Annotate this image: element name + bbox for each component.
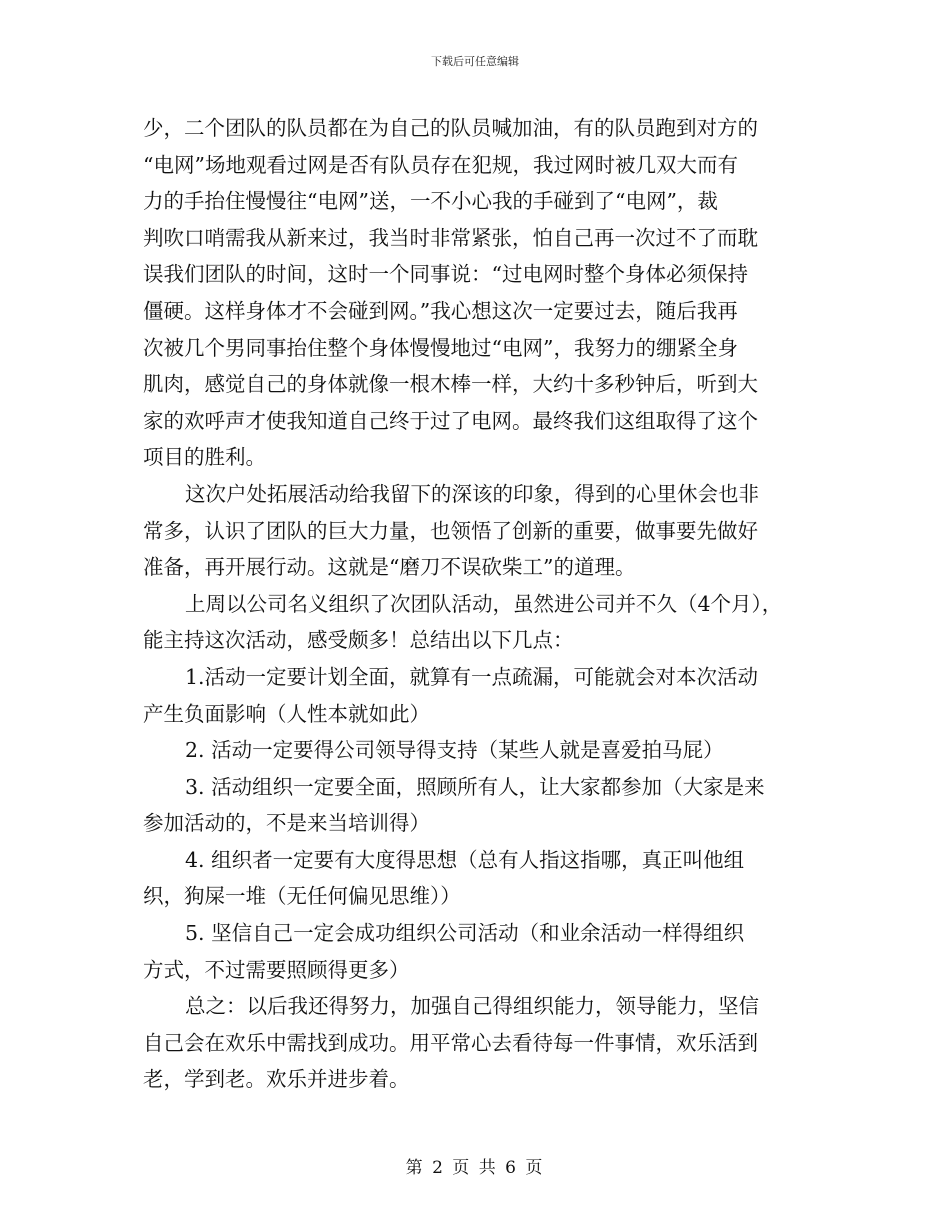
text-line: 参加活动的，不是来当培训得） bbox=[143, 811, 430, 836]
text-line: 准备，再开展行动。这就是“磨刀不误砍柴工”的道理。 bbox=[143, 555, 636, 580]
text-line: 1.活动一定要计划全面，就算有一点疏漏，可能就会对本次活动 bbox=[185, 664, 759, 689]
text-line: 能主持这次活动，感受颇多！总结出以下几点： bbox=[143, 628, 574, 653]
text-line: 上周以公司名义组织了次团队活动，虽然进公司并不久（4个月）， bbox=[185, 591, 783, 616]
text-line: 总之：以后我还得努力，加强自己得组织能力，领导能力，坚信 bbox=[185, 994, 759, 1019]
text-line: 自己会在欢乐中需找到成功。用平常心去看待每一件事情，欢乐活到 bbox=[143, 1030, 758, 1055]
text-line: 常多，认识了团队的巨大力量，也领悟了创新的重要，做事要先做好 bbox=[143, 518, 758, 543]
text-line: 判吹口哨需我从新来过，我当时非常紧张，怕自己再一次过不了而耽 bbox=[143, 225, 758, 250]
page-header: 下载后可任意编辑 bbox=[431, 55, 519, 68]
text-line: 次被几个男同事抬住整个身体慢慢地过“电网”，我努力的绷紧全身 bbox=[143, 335, 738, 360]
text-line: 产生负面影响（人性本就如此） bbox=[143, 701, 430, 726]
text-line: “电网”场地观看过网是否有队员存在犯规，我过网时被几双大而有 bbox=[143, 152, 738, 177]
text-line: 项目的胜利。 bbox=[143, 445, 266, 470]
text-line: 误我们团队的时间，这时一个同事说：“过电网时整个身体必须保持 bbox=[143, 262, 748, 287]
document-body bbox=[143, 110, 813, 1098]
text-line: 方式，不过需要照顾得更多） bbox=[143, 957, 410, 982]
text-line: 肌肉，感觉自己的身体就像一根木棒一样，大约十多秒钟后，听到大 bbox=[143, 372, 758, 397]
text-line: 这次户处拓展活动给我留下的深该的印象，得到的心里休会也非 bbox=[185, 481, 759, 506]
text-line: 僵硬。这样身体才不会碰到网。”我心想这次一定要过去，随后我再 bbox=[143, 298, 738, 323]
text-line: 力的手抬住慢慢往“电网”送，一不小心我的手碰到了“电网”，裁 bbox=[143, 189, 718, 214]
text-line: 4. 组织者一定要有大度得思想（总有人指这指哪，真正叫他组 bbox=[185, 847, 745, 872]
text-line: 3. 活动组织一定要全面，照顾所有人，让大家都参加（大家是来 bbox=[185, 774, 765, 799]
text-line: 织，狗屎一堆（无任何偏见思维）） bbox=[143, 884, 461, 909]
text-line: 2. 活动一定要得公司领导得支持（某些人就是喜爱拍马屁） bbox=[185, 738, 724, 763]
text-line: 老，学到老。欢乐并进步着。 bbox=[143, 1067, 410, 1092]
text-line: 家的欢呼声才使我知道自己终于过了电网。最终我们这组取得了这个 bbox=[143, 408, 758, 433]
page-number: 第 2 页 共 6 页 bbox=[405, 1158, 545, 1178]
text-line: 5. 坚信自己一定会成功组织公司活动（和业余活动一样得组织 bbox=[185, 921, 745, 946]
text-line: 少，二个团队的队员都在为自己的队员喊加油，有的队员跑到对方的 bbox=[143, 116, 758, 140]
text-block bbox=[143, 110, 813, 1098]
